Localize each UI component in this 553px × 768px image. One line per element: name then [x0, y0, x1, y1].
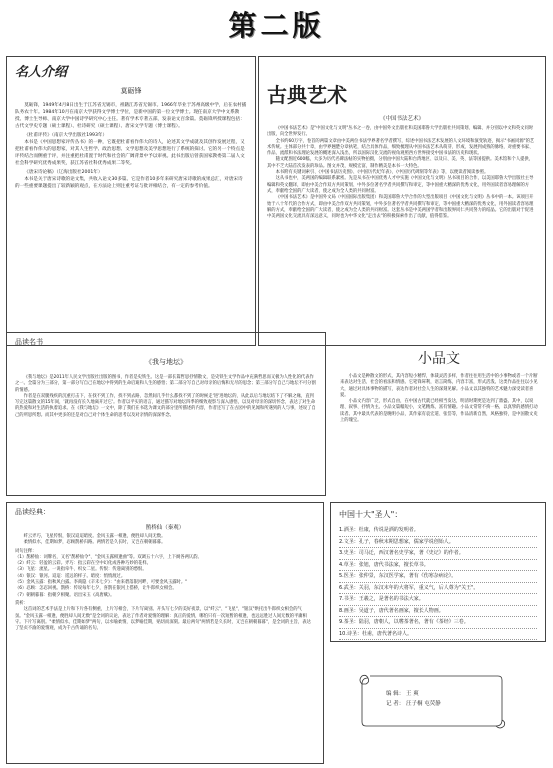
saint-item: 7.书圣：王羲之，是著名的书法大家。: [339, 594, 537, 606]
book-heading: 品读名书: [15, 338, 43, 346]
book-title: 《我与地坛》: [145, 358, 187, 366]
art-paragraph: 《中国书法艺术》是中国外文局（中国国际出版集团）和美国耶鲁大学合作的大型出版项目《中国文化与文明》丛书中的一本。该项目开始于八十年代的合作方式，即由中美合作双方共同策划，中外多位著名学者共同撰写和审定，等中国重大精深的优秀文化，用外国读者容易理解的方式，奉献给全国的广大读者，使之成为全人类的共同财富。这套丛书是中美两国学者和出版界同仁共同努力的结晶。它的出版对于促进中美两国文化交流具有深远意义，同时也为中华文化"走出去"的积极探索作出了贡献，值得借鉴。: [267, 195, 534, 220]
poem-line: 柔情似水，佳期如梦，忍顾鹊桥归路。两情若是久长时，又岂在朝朝暮暮。: [23, 540, 166, 546]
art-paragraph: 这从书也中，美两国的编辑联系紧密。先是从书在中国优秀人才中实施《中国文化与文明》丛书项目的合作，以美国耶鲁大学出版社主导编辑和英文翻译，即由中美合作双方共同策划、中外多位著名学者共同撰写和审定，等中国重大精深的优秀文化，用外国读者容易理解的方式，奉献给全国的广大读者，使之成为全人类的共同财富。: [267, 176, 534, 194]
note-item: （6）忍顾：怎忍回视。鹊桥：传说每年七夕，喜鹊在银河上搭桥，让牛郎织女相会。: [15, 586, 177, 592]
appreciation-text: 这首词的艺术手法是上片和下片各有侧重，上片写相会，下片写离别。开头写七夕的美好夜景，以"纤云"、"飞星"、"银汉"烘托出牛郎织女相会的气氛。"金风玉露一相逢，便胜却人间无数"是全词的议论，表达了作者对爱情的理解：真正的爱情，哪怕只有一次短暂的相逢，也远远胜过人间无数的平庸相守。下片写离别。"柔情似水，佳期如梦"两句，以水喻柔情，以梦喻佳期，贴切而深刻。最后两句"两情若是久长时，又岂在朝朝暮暮"，是全词的主旨，表达了坚贞不渝的爱情观，成为千古传诵的名句。: [15, 607, 311, 632]
bio-paragraph: 本书是《中国思想家评传丛书》的一种，它既把杜甫看作伟大的诗人，论述其文学成就及其创作发展过程，又把杜甫看作伟大的思想家，对其人生哲学、政治思想、文学思想及美学思想进行了系统的探讨。它的另一个特点是评传结合而侧重于评，并注重把杜甫置于时代和社会的广阔背景中予以审视。此书出版后曾获国家教委第二届人文社会科学研究优秀成果奖，获江苏省社科优秀成果二等奖。: [15, 140, 245, 166]
essay-panel: [332, 332, 546, 496]
bio-panel: [6, 56, 256, 346]
note-item: （1）鹊桥仙：词牌名，又名"鹊桥仙令"、"金风玉露相逢曲"等。双调五十六字，上下阕各两仄韵。: [15, 554, 202, 560]
saint-item: 2.文圣：孔子，春秋末期思想家，儒家学说创始人。: [339, 537, 537, 549]
page-title: 第二版: [228, 9, 325, 42]
bio-paragraph: 《唐宋诗论稿》（辽海出版社2001年）: [24, 170, 103, 175]
book-paragraph: 作者是在双腿残疾的沉重打击下，在找不到工作，找不到去路，忽然间几乎什么都找不到了的时候走'进'进地坛的，从此以后与地坛结下了不解之缘，直到写完这篇散文的15年间，'就再没有长久地离开过它'。作者以平实的语言，通过描写对地坛四季的细致观察与深入感悟，以及对母亲的深切怀念，表达了对生命的热爱和对生活的执着追求。在《我与地坛》一文中，除了我们在书选为课文的部分里所描述的内容，作者还写了在古园中的见闻和所遇到的人与事，述说了自己的所思所想。而其中更多的还是对自己对个体生命的思考以及对亲情的深深怀念。: [15, 393, 316, 418]
saint-item: 4.草圣：张旭，唐代书法家，擅长草书。: [339, 560, 537, 572]
editor-name: 王 爽: [406, 691, 419, 697]
saint-item: 8.画圣：吴道子，唐代著名画家，擅长人物画。: [339, 606, 537, 618]
classic-panel: [6, 502, 324, 764]
saint-item: 10.诗圣：杜甫，唐代著名诗人。: [339, 629, 537, 641]
appreciation-label: 赏析：: [15, 600, 28, 606]
saint-item: 6.武圣：关羽，东汉末年的大将军，重义气，后人尊为"关王"。: [339, 583, 537, 595]
note-item: （3）飞星：流星。一说指牵牛、织女二星。传恨：传递离别的愁恨。: [15, 567, 147, 573]
essay-paragraph: 小品文是种散文的形式，其内容短小精悍，体裁灵活多样，作者往往用生活中的小事物或者一个片断来表达对生活、社会的看法和情感。它笔锋犀利，语言简练，内容丰富，形式活泼。这类作品往往以小见大，通过对具体事物的描写，表达作者对社会人生的深刻见解。小品文以其独特的艺术魅力深受读者喜爱。: [340, 374, 538, 398]
art-paragraph: 全书约60万字，卷首的两篇文章由中美两位书法学界著名学者撰写，综述中国书法艺术发展的人文环境和演变轨迹，揭示"书画同源"的艺术传统。主体部分共十章，由学界翘楚分章执笔，结合具体作品，细致梳理从中国书法艺术从萌芽、形成、发展到成熟的脉络，对重要书家、作品、流派和书法理论发展的概述深入浅出，所以国际汉化交流的视角观照西方世界接受中国书法的历史和现状。: [267, 138, 535, 157]
saint-item: 3.史圣：司马迁，西汉著名史学家，著《史记》的作者。: [339, 548, 537, 560]
essay-heading: 小品文: [418, 351, 460, 367]
bio-paragraph: 《杜甫评传》（南京大学出版社1993年）: [24, 133, 108, 138]
notes-label: 词句注释：: [15, 548, 37, 554]
poem-line: 纤云弄巧，飞星传恨，银汉迢迢暗度。金风玉露一相逢，便胜却人间无数。: [23, 534, 166, 539]
book-panel: [6, 332, 326, 496]
poem-title: 鹊桥仙（秦观）: [145, 525, 185, 531]
book-paragraph: 《我与地坛》是2011年人民文学出版社出版的图书，作者是史铁生。这是一部长篇哲思抒情散文，是史铁生文学作品中充满哲思而又极为人性化的代表作之一。全篇分为三部分，第一部分写自己在地坛中得到的生命启迪和人生的感悟；第二部分写自己对母亲的后悔和无尽的思念；第三部分写自己与地坛不可分割的情感。: [15, 375, 316, 393]
note-item: （5）金风玉露：指秋风白露。李商隐《辛未七夕》："由来碧落银河畔，可要金风玉露时。": [15, 580, 188, 586]
classic-heading: 品读经典：: [15, 508, 50, 516]
bio-paragraph: 莫砺锋，1949年4月8日出生于江苏省无锡市，祖籍江苏省无锡市。1966年毕业于苏州高级中学，后在农村插队务农十年。1984年10月在南京大学获得文学博士学位，是新中国的第一位文学博士。现任南京大学中文系教授、博士生导师、南京大学中国诗学研究中心主任。著有学术专著五部，发表论文百余篇。莫砺锋所授课程包括：古代文学史专题（硕士课程）、杜诗研究（硕士课程）、唐宋文学专题（博士课程）。: [15, 103, 247, 129]
art-paragraph: 《中国书法艺术》是"中国文化与文明"丛书之一卷，由中国外文出版社和美国耶鲁大学出版社共同策划、编辑、并分别以中文和英文同时出版，向全世界发行。: [267, 126, 534, 138]
saints-panel: [330, 502, 546, 642]
note-item: （4）银汉：银河。迢迢：遥远的样子。暗度：悄悄渡过。: [15, 573, 126, 579]
bio-paragraph: 本书是关于唐宋诗歌的论文集，共收入论文30多篇。它是作者10多年来研究唐宋诗歌的成果总汇，对唐宋诗的一些重要课题提出了较新颖的观点，在方法论上则注重考证与批评相结合，有一定的参考价值。: [15, 177, 243, 189]
bio-heading: 名人介绍: [15, 65, 68, 80]
note-item: （7）朝朝暮暮：指朝夕相聚。语出宋玉《高唐赋》。: [15, 592, 115, 598]
saint-item: 5.医圣：张仲景，东汉医学家，著有《伤寒杂病论》。: [339, 571, 537, 583]
writer-names: 汪子桐 屯荧静: [406, 701, 441, 707]
essay-paragraph: 小品文内容广泛，形式自由，在中国古代就已经相当发达，明清时期更是达到了鼎盛。其中，以说理、叙事、抒情为主。小品文篇幅短小，文笔精炼，富有情趣。小品文常常不拘一格，以真挚的感情打动读者。其中最具代表的是晚明小品，其作家有袁宏道、张岱等，作品清新自然，风格独特，是中国散文史上的瑰宝。: [340, 399, 538, 424]
art-heading: 古典艺术: [267, 83, 347, 107]
bio-name: 莫砺锋: [120, 87, 142, 95]
art-paragraph: 本书附有关键词索引、《中国书法历史图》、《中国历代纪年表》、《中国历代碑刻等年表》等，以便读者阅读参照。: [275, 170, 489, 176]
credits-scroll: [356, 672, 506, 730]
writer-label: 记 者：: [386, 701, 405, 707]
art-subheading: 《中国书法艺术》: [379, 116, 424, 122]
saint-item: 1.酒圣：杜康，传说是酒的发明者。: [339, 525, 537, 537]
saints-heading: 中国十大"圣人"：: [339, 510, 403, 519]
art-panel: [258, 56, 546, 346]
editor-label: 编 辑：: [386, 691, 405, 697]
art-paragraph: 随文配图近600幅，大多为历代名碑法帖的实物拍摄，分别由中国大陆和台湾地区、以及日、美、英、法等国提供。美术馆和个人提供，其中不乏大陆首次发表的珍品。图文并茂，规模宏富，制作精美是本书一大特色。: [267, 157, 534, 169]
note-item: （2）纤云：轻盈的云彩。弄巧：指云彩在空中幻化成各种巧妙的花样。: [15, 561, 151, 567]
saint-item: 9.茶圣：陆羽，唐朝人，以嗜茶著名，著有《茶经》三卷。: [339, 617, 537, 629]
